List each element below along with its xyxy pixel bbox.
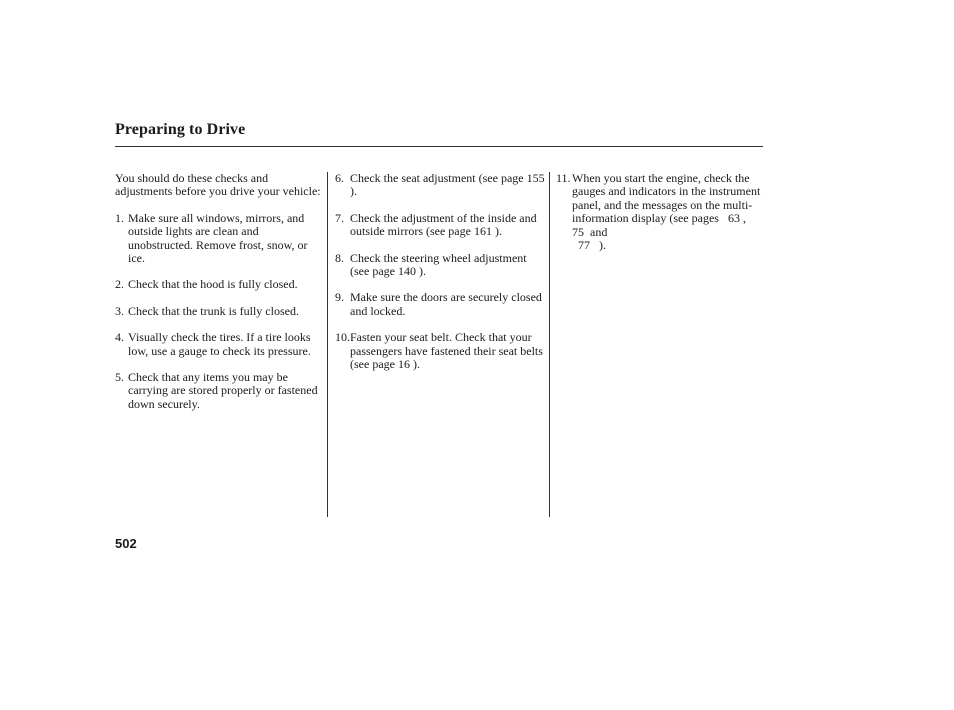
checklist-item-5	[115, 371, 323, 411]
checklist-item-8	[335, 252, 545, 279]
item-text	[350, 252, 545, 279]
item-text-part: ).	[494, 224, 502, 239]
item-number: 11.	[556, 171, 571, 185]
checklist-item-4	[115, 331, 323, 358]
page-reference-link[interactable]: 161	[473, 224, 492, 239]
page-number: 502	[115, 536, 137, 551]
checklist-item-1	[115, 212, 323, 266]
item-text: Check that any items you may be carrying are stored properly or fastened down securely.	[128, 370, 318, 411]
title-divider	[115, 146, 763, 147]
column-divider-1	[327, 172, 328, 517]
item-number: 9.	[335, 290, 344, 305]
item-text: Make sure all windows, mirrors, and outside lights are clean and unobstructed. Remove frost, snow, or ice.	[128, 210, 308, 266]
checklist-item-11	[556, 172, 766, 252]
checklist-item-7	[335, 212, 545, 239]
item-number: 8.	[335, 250, 344, 265]
item-number: 2.	[115, 277, 124, 292]
item-text: Check that the trunk is fully closed.	[128, 303, 299, 318]
intro-text: You should do these checks and adjustments before you drive your vehicle:	[115, 171, 321, 199]
checklist-item-3	[115, 305, 323, 318]
item-text-part: ).	[418, 264, 426, 279]
item-text-part: Check the steering wheel adjustment (see page	[350, 250, 527, 279]
item-text-part: ).	[350, 184, 357, 199]
item-number: 1.	[115, 210, 124, 225]
checklist-item-10	[335, 331, 545, 371]
item-text-part: ).	[412, 357, 420, 372]
page-reference-link[interactable]: 63	[727, 211, 740, 226]
item-text-part: Check the seat adjustment (see page	[350, 171, 524, 185]
checklist-item-6	[335, 172, 545, 199]
item-number: 3.	[115, 303, 124, 318]
checklist-item-9	[335, 291, 545, 318]
item-text-part: ,	[742, 211, 746, 226]
item-text-part: ).	[599, 238, 606, 253]
column-divider-2	[549, 172, 550, 517]
page-reference-link[interactable]: 77	[578, 238, 590, 253]
item-number: 5.	[115, 370, 124, 385]
column-2	[335, 172, 545, 384]
item-text	[350, 331, 545, 371]
item-text-part: Fasten your seat belt. Check that your passengers have fastened their seat belts (see page	[350, 330, 543, 372]
column-1	[115, 172, 323, 424]
item-text	[350, 172, 545, 199]
item-text-part: When you start the engine, check the gauges and indicators in the instrument panel, and the messages on the multi-information display (see pages	[572, 171, 761, 226]
item-text-part: Check the adjustment of the inside and outside mirrors (see page	[350, 210, 537, 239]
item-text: Check that the hood is fully closed.	[128, 277, 298, 292]
item-text-part: and	[590, 224, 608, 239]
item-text: Make sure the doors are securely closed and locked.	[350, 290, 542, 318]
item-text: Visually check the tires. If a tire looks low, use a gauge to check its pressure.	[128, 330, 311, 358]
page-title: Preparing to Drive	[115, 121, 246, 138]
item-text	[572, 172, 766, 252]
column-3	[556, 172, 766, 265]
page-reference-link[interactable]: 140	[397, 264, 416, 279]
checklist-item-2	[115, 278, 323, 291]
item-number: 10.	[335, 330, 350, 345]
page-reference-link[interactable]: 16	[397, 357, 410, 372]
page-reference-link[interactable]: 155	[526, 171, 545, 185]
page-reference-link[interactable]: 75	[572, 224, 584, 239]
item-number: 6.	[335, 171, 344, 185]
item-number: 7.	[335, 210, 344, 225]
item-number: 4.	[115, 330, 124, 345]
item-text	[350, 212, 545, 239]
